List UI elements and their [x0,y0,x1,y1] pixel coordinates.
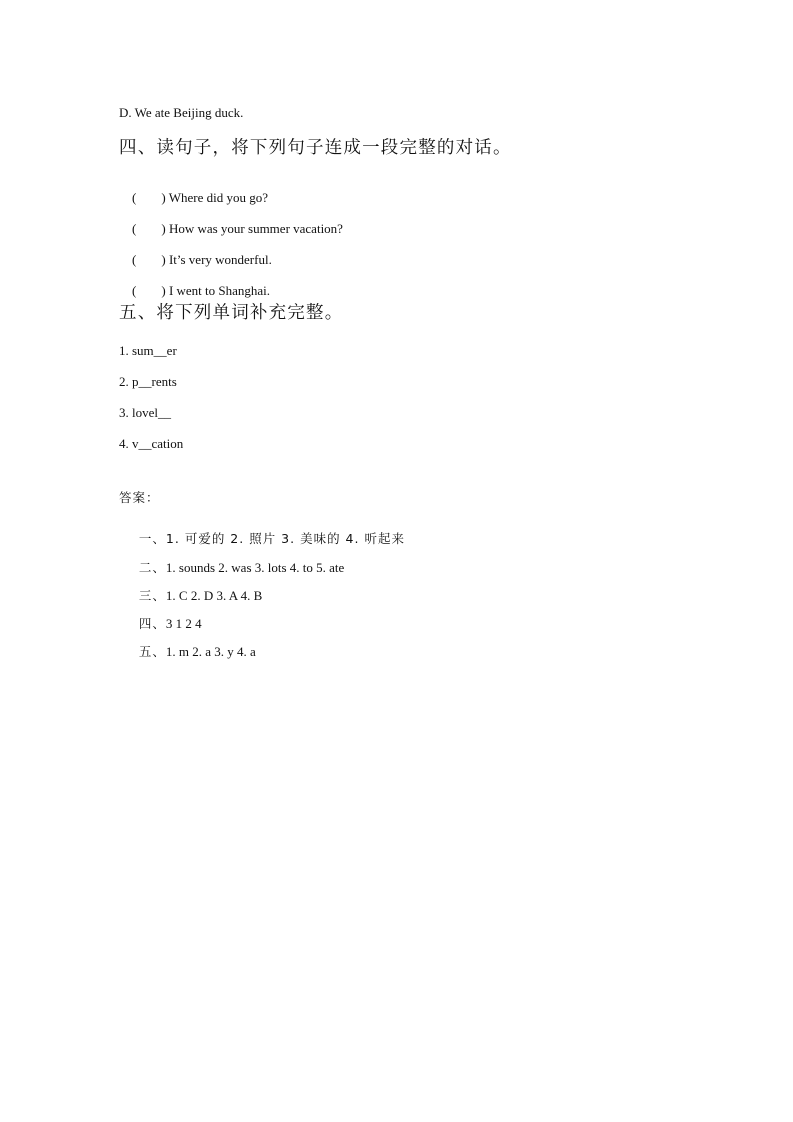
word-item: 1. sum__er [119,343,177,358]
word-item: 4. v__cation [119,436,184,451]
answers-label: 答案： [119,490,160,505]
option-d-text: D. We ate Beijing duck. [119,105,244,120]
paren-close: ) [161,283,166,298]
answer-text: 1. 可爱的 2. 照片 3. 美味的 4. 听起来 [165,530,405,546]
dialogue-sentence: How was your summer vacation? [168,221,343,236]
paren-open: ( [132,252,137,267]
paren-close: ) [161,221,166,236]
section-4-heading: 四、读句子，将下列句子连成一段完整的对话。 [119,138,512,158]
paren-close: ) [161,190,166,205]
paren-open: ( [132,190,137,205]
answer-text: 1. sounds 2. was 3. lots 4. to 5. ate [165,559,345,575]
dialogue-sentence: I went to Shanghai. [168,283,271,298]
paren-open: ( [132,221,137,236]
answer-text: 1. C 2. D 3. A 4. B [165,587,263,603]
answer-prefix: 五、 [138,643,166,659]
answer-text: 3 1 2 4 [165,615,202,631]
dialogue-sentence: Where did you go? [168,190,268,205]
answer-prefix: 三、 [138,587,166,603]
paren-open: ( [132,283,137,298]
answer-prefix: 一、 [138,530,166,546]
answer-prefix: 四、 [138,615,166,631]
paren-close: ) [161,252,166,267]
dialogue-sentence: It’s very wonderful. [168,252,272,267]
answer-text: 1. m 2. a 3. y 4. a [165,643,256,659]
word-item: 2. p__rents [119,374,177,389]
word-item: 3. lovel__ [119,405,171,420]
answer-prefix: 二、 [138,559,166,575]
section-5-heading: 五、将下列单词补充完整。 [119,303,344,323]
answer-line [119,632,256,671]
